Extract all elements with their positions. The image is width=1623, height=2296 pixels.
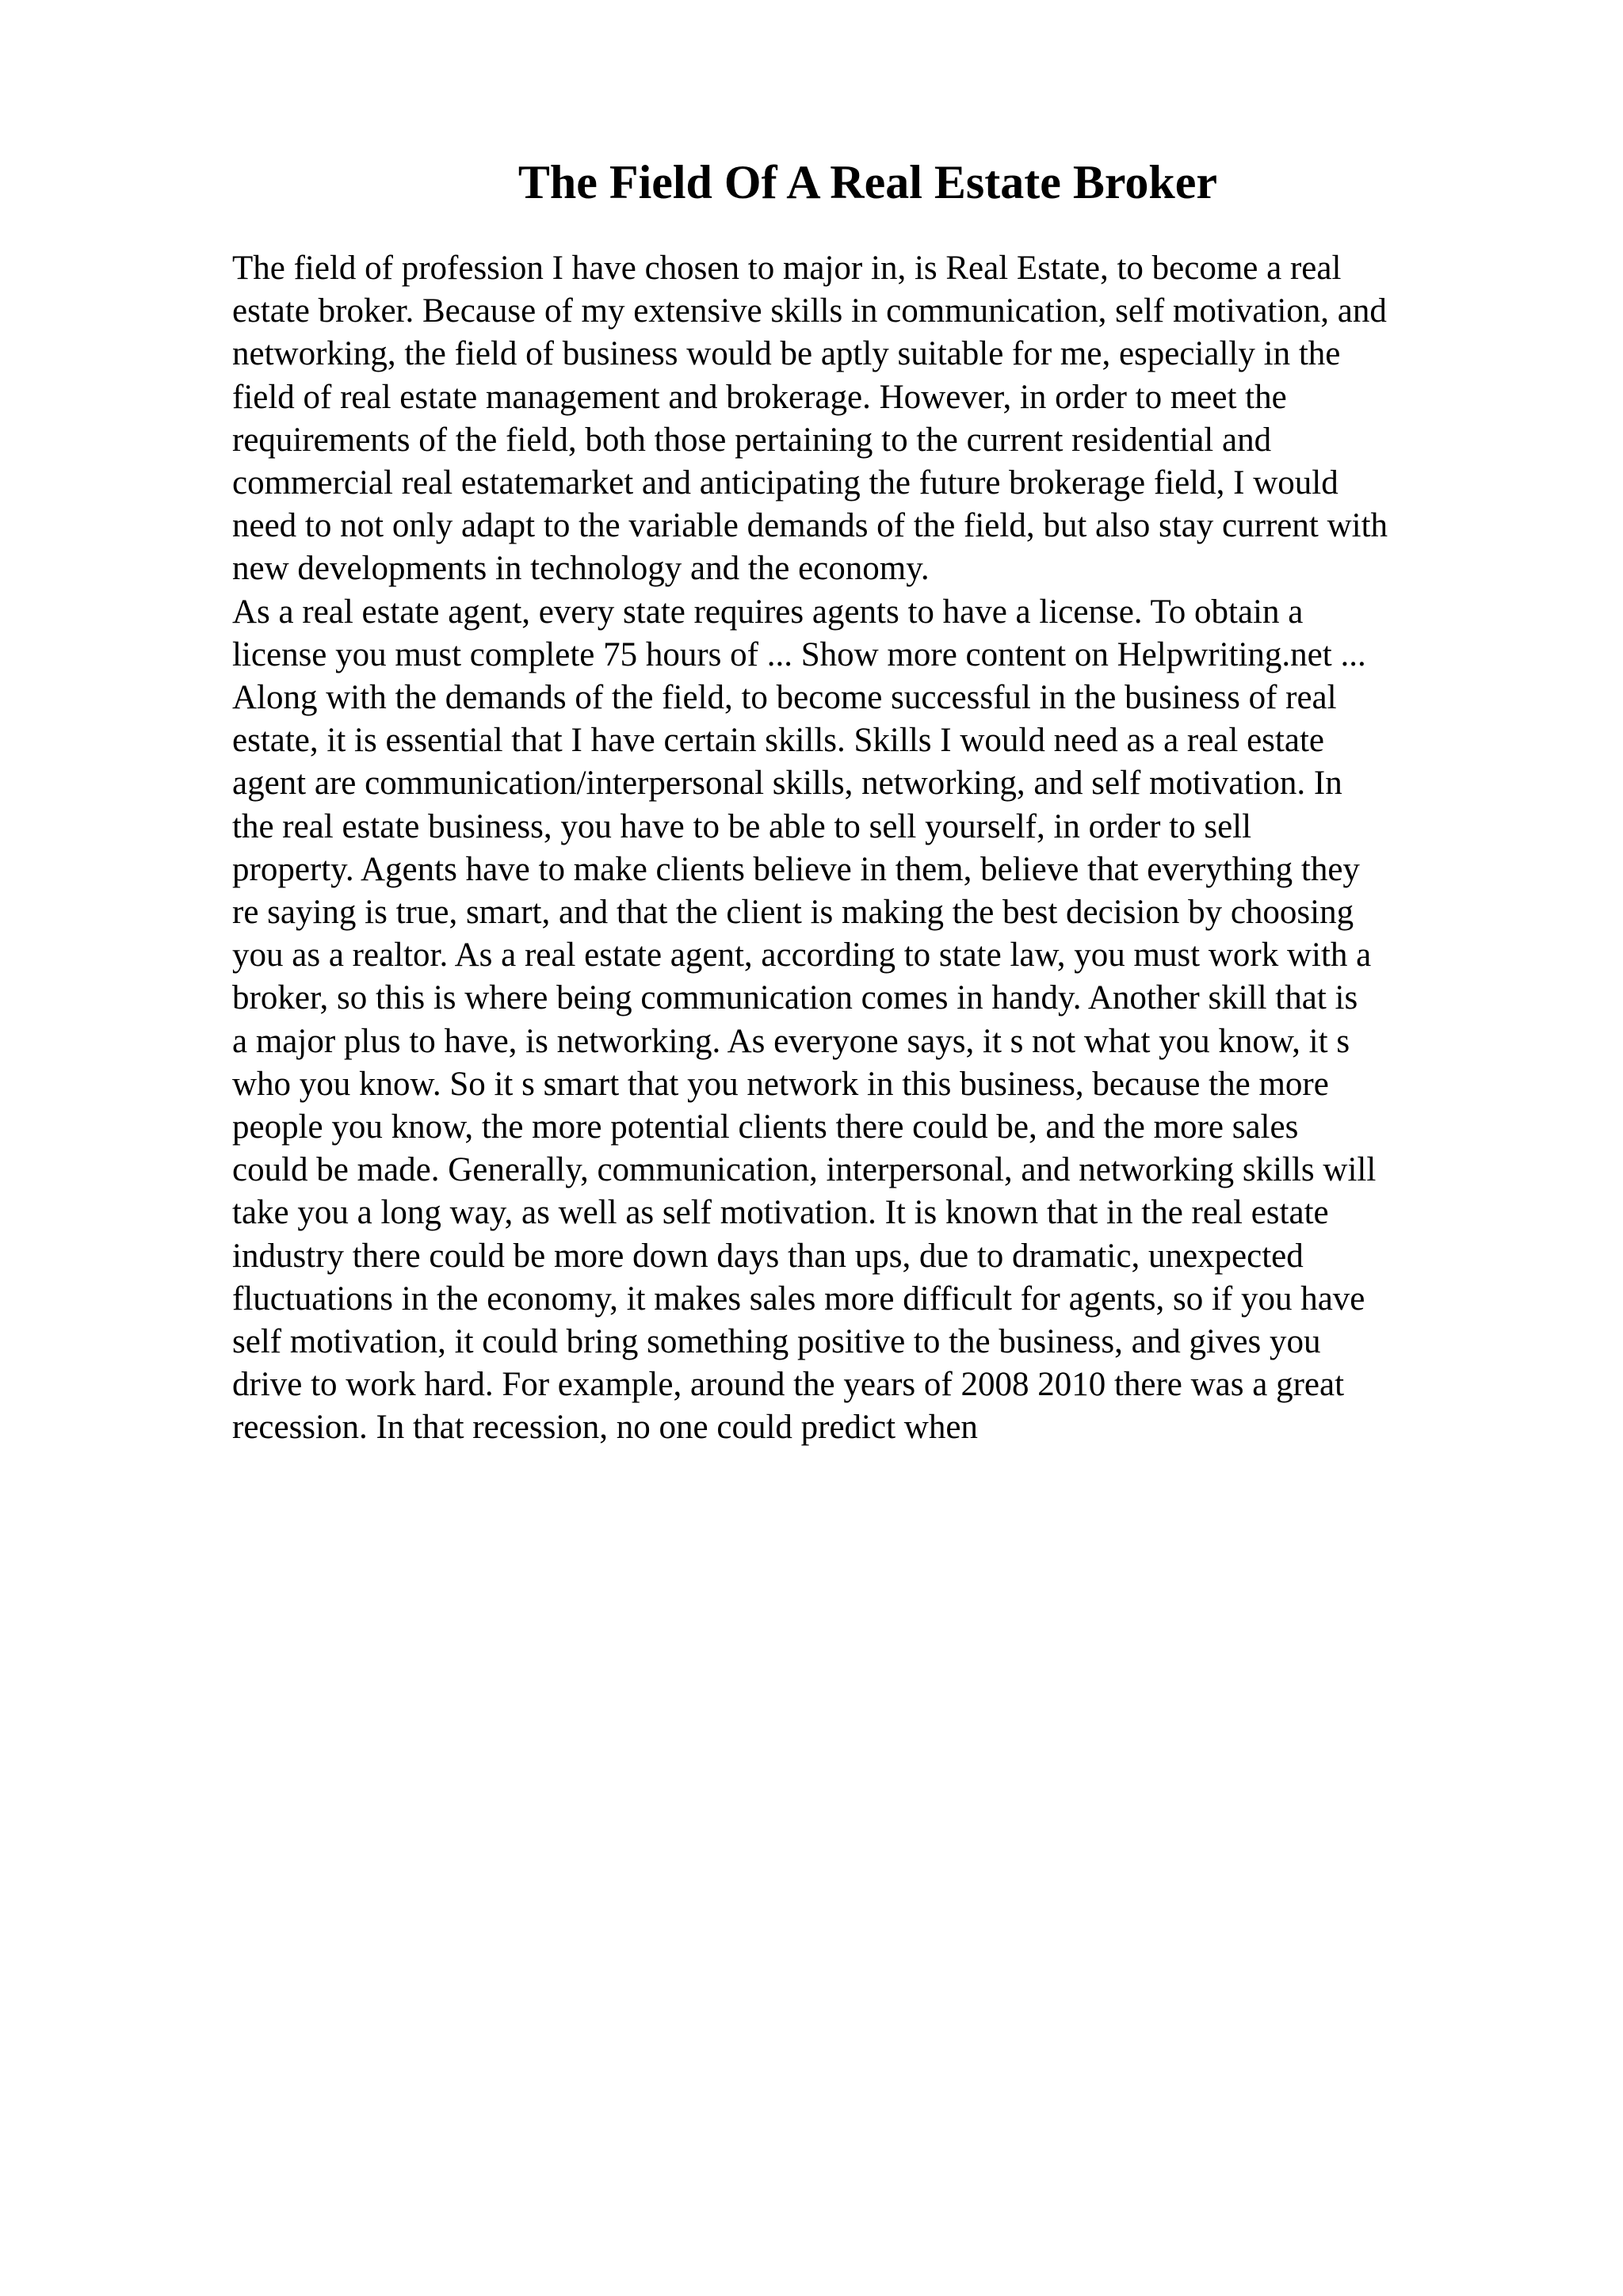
- body-line: could be made. Generally, communication, interpersonal, and networking skills will: [232, 1151, 1377, 1189]
- body-line: drive to work hard. For example, around the years of 2008 2010 there was a great: [232, 1366, 1345, 1404]
- body-line: recession. In that recession, no one could predict when: [232, 1409, 978, 1447]
- body-line: people you know, the more potential clients there could be, and the more sales: [232, 1108, 1299, 1146]
- body-line: you as a realtor. As a real estate agent, according to state law, you must work with a: [232, 936, 1372, 974]
- body-line: who you know. So it s smart that you network in this business, because the more: [232, 1065, 1329, 1103]
- body-line: estate, it is essential that I have certain skills. Skills I would need as a real estate: [232, 722, 1324, 760]
- body-line: broker, so this is where being communication comes in handy. Another skill that is: [232, 979, 1358, 1017]
- body-line: networking, the field of business would be aptly suitable for me, especially in the: [232, 335, 1341, 373]
- body-line: commercial real estatemarket and anticipating the future brokerage field, I would: [232, 464, 1338, 502]
- body-line: fluctuations in the economy, it makes sales more difficult for agents, so if you have: [232, 1280, 1365, 1318]
- body-line: need to not only adapt to the variable demands of the field, but also stay current with: [232, 507, 1388, 545]
- body-line: re saying is true, smart, and that the client is making the best decision by choosing: [232, 894, 1354, 932]
- body-line: a major plus to have, is networking. As everyone says, it s not what you know, it s: [232, 1022, 1350, 1060]
- document-title: The Field Of A Real Estate Broker: [517, 156, 1218, 208]
- body-line: The field of profession I have chosen to major in, is Real Estate, to become a real: [232, 250, 1342, 287]
- body-line: property. Agents have to make clients believe in them, believe that everything they: [232, 850, 1360, 888]
- body-line: requirements of the field, both those pertaining to the current residential and: [232, 421, 1272, 459]
- body-line: self motivation, it could bring something positive to the business, and gives you: [232, 1323, 1321, 1361]
- body-line: industry there could be more down days than ups, due to dramatic, unexpected: [232, 1237, 1304, 1275]
- body-line: estate broker. Because of my extensive skills in communication, self motivation, and: [232, 292, 1387, 330]
- body-line: As a real estate agent, every state requires agents to have a license. To obtain a: [232, 593, 1304, 631]
- document-body: [232, 247, 1579, 1450]
- body-line: Along with the demands of the field, to become successful in the business of real: [232, 679, 1337, 717]
- body-line: the real estate business, you have to be able to sell yourself, in order to sell: [232, 807, 1252, 845]
- body-line: field of real estate management and brokerage. However, in order to meet the: [232, 378, 1287, 416]
- body-line: take you a long way, as well as self motivation. It is known that in the real estate: [232, 1194, 1329, 1232]
- body-line: agent are communication/interpersonal skills, networking, and self motivation. In: [232, 765, 1342, 803]
- body-line: new developments in technology and the economy.: [232, 550, 930, 588]
- body-line: license you must complete 75 hours of ... Show more content on Helpwriting.net ...: [232, 635, 1366, 673]
